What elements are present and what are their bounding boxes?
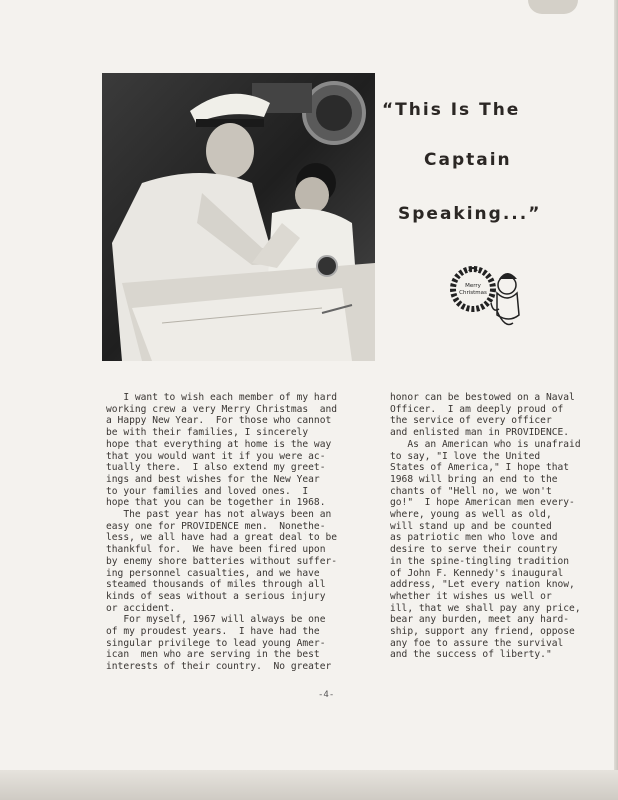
text-line: For myself, 1967 will always be one (106, 614, 326, 626)
headline-line-1: “This Is The (382, 100, 521, 120)
text-line: singular privilege to lead young Amer- (106, 637, 326, 649)
text-line: desire to serve their country (390, 544, 558, 556)
text-line: and enlisted man in PROVIDENCE. (390, 427, 570, 439)
santa-wreath-emblem (447, 263, 527, 337)
text-line: hope that you can be together in 1968. (106, 497, 326, 509)
text-line: I want to wish each member of my hard (106, 392, 338, 403)
text-line: to say, "I love the United (390, 450, 541, 462)
text-line: by enemy shore batteries without suffer- (106, 555, 338, 567)
text-line: hope that everything at home is the way (106, 438, 332, 450)
text-line: in the spine-tingling tradition (390, 555, 570, 567)
text-line: States of America," I hope that (390, 462, 570, 474)
text-line: any foe to assure the survival (390, 637, 564, 649)
text-line: thankful for. We have been fired upon (106, 544, 326, 556)
wreath-text-christmas: Christmas (459, 290, 487, 296)
text-line: interests of their country. No greater (106, 661, 332, 673)
text-line: ings and best wishes for the New Year (106, 473, 320, 485)
text-line: less, we all have had a great deal to be (106, 532, 338, 544)
headline-line-3: Speaking...” (398, 204, 542, 224)
text-line: go!" I hope American men every- (390, 497, 575, 509)
wreath-text-merry: Merry (465, 283, 481, 289)
text-line: ship, support any friend, oppose (390, 626, 575, 638)
text-line: chants of "Hell no, we won't (390, 485, 552, 497)
text-line: will stand up and be counted (390, 520, 552, 532)
article-column-left (106, 392, 346, 673)
text-line: address, "Let every nation know, (390, 579, 575, 591)
text-line: easy one for PROVIDENCE men. Nonethe- (106, 520, 326, 532)
text-line: 1968 will bring an end to the (390, 473, 558, 485)
text-line: as patriotic men who love and (390, 532, 558, 544)
text-line: that you would want it if you were ac- (106, 450, 326, 462)
text-line: ill, that we shall pay any price, (390, 602, 581, 614)
text-line: to your families and loved ones. I (106, 485, 309, 497)
text-line: the service of every officer (390, 415, 552, 427)
text-line: honor can be bestowed on a Naval (390, 392, 575, 403)
page-bottom-edge (0, 770, 618, 800)
text-line: kinds of seas without a serious injury (106, 590, 326, 602)
text-line: a Happy New Year. For those who cannot (106, 415, 332, 427)
text-line: and the success of liberty." (390, 649, 552, 661)
text-line: working crew a very Merry Christmas and (106, 403, 338, 415)
text-line: The past year has not always been an (106, 509, 332, 521)
article-column-right (390, 392, 618, 661)
headline-line-2: Captain (424, 150, 512, 170)
page-number: -4- (318, 690, 335, 700)
paper-notch (528, 0, 578, 14)
text-line: where, young as well as old, (390, 509, 552, 521)
text-line: ing personnel casualties, and we have (106, 567, 320, 579)
text-line: Officer. I am deeply proud of (390, 403, 564, 415)
text-line: tually there. I also extend my greet- (106, 462, 326, 474)
text-line: As an American who is unafraid (390, 438, 581, 450)
captain-photo (102, 73, 375, 361)
text-line: be with their families, I sincerely (106, 427, 309, 439)
text-line: bear any burden, meet any hard- (390, 614, 570, 626)
text-line: ican men who are serving in the best (106, 649, 320, 661)
text-line: whether it wishes us well or (390, 590, 552, 602)
text-line: of John F. Kennedy's inaugural (390, 567, 564, 579)
text-line: steamed thousands of miles through all (106, 579, 326, 591)
text-line: of my proudest years. I have had the (106, 626, 320, 638)
text-line: or accident. (106, 602, 176, 614)
